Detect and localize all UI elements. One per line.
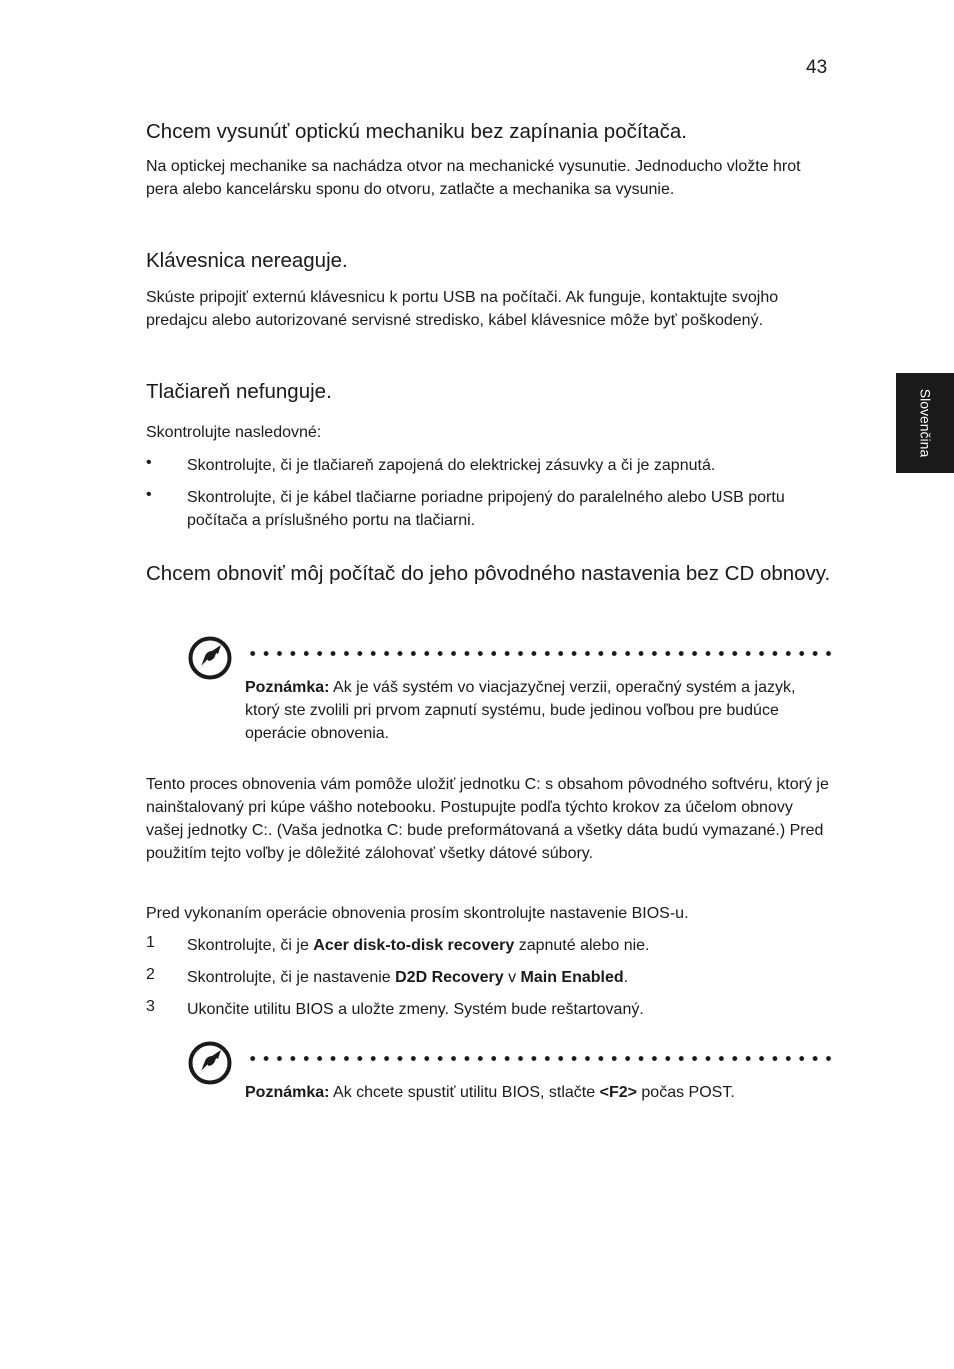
note-label: Poznámka: [245, 1084, 330, 1101]
section-heading-keyboard: Klávesnica nereaguje. [146, 249, 348, 272]
bullet-dot: • [146, 486, 152, 503]
section-body-keyboard: Skúste pripojiť externú klávesnicu k portu USB na počítači. Ak funguje, kontaktujte svojho predajcu alebo autorizované servisné stredisko, kábel klávesnice môže byť poškodený. [146, 289, 779, 329]
section-body-eject: Na optickej mechanike sa nachádza otvor na mechanické vysunutie. Jednoducho vložte hrot pera alebo kancelársku sponu do otvoru, zatlačte a mechanika sa vysunie. [146, 158, 801, 198]
note-recovery [245, 676, 825, 745]
note-label: Poznámka: [245, 679, 330, 696]
list-item: Skontrolujte, či je tlačiareň zapojená do elektrickej zásuvky a či je zapnutá. [187, 457, 716, 474]
page-number: 43 [806, 57, 828, 78]
language-side-tab [896, 373, 954, 473]
side-tab-label: Slovenčina [917, 388, 933, 458]
note-text: Ak je váš systém vo viacjazyčnej verzii, operačný systém a jazyk, ktorý ste zvolili pri prvom zapnutí systému, bude jedinou voľbou pre budúce operácie obnovenia. [245, 679, 796, 742]
step-number: 1 [146, 934, 155, 951]
recovery-paragraph: Tento proces obnovenia vám pomôže uložiť jednotku C: s obsahom pôvodného softvéru, ktorý je nainštalovaný pri kúpe vášho notebooku. Postupujte podľa týchto krokov za účelom obnovy vašej jednotky C:. (Vaša jednotka C: bude preformátovaná a všetky dáta budú vymazané.) Pred použitím tejto voľby je dôležité zálohovať všetky dátové súbory. [146, 776, 829, 862]
note-divider [246, 1056, 832, 1061]
bullet-dot: • [146, 454, 152, 471]
bios-check-paragraph: Pred vykonaním operácie obnovenia prosím skontrolujte nastavenie BIOS-u. [146, 905, 689, 922]
note-pen-icon [188, 1041, 232, 1085]
step-item: Skontrolujte, či je Acer disk-to-disk recovery zapnuté alebo nie. [187, 937, 650, 954]
step-number: 3 [146, 998, 155, 1015]
step-item: Skontrolujte, či je nastavenie D2D Recovery v Main Enabled. [187, 969, 629, 986]
section-heading-recovery: Chcem obnoviť môj počítač do jeho pôvodného nastavenia bez CD obnovy. [146, 562, 831, 585]
section-heading-eject: Chcem vysunúť optickú mechaniku bez zapínania počítača. [146, 120, 687, 143]
list-item: Skontrolujte, či je kábel tlačiarne poriadne pripojený do paralelného alebo USB portu počítača a príslušného portu na tlačiarni. [187, 489, 785, 529]
note-bios: Poznámka: Ak chcete spustiť utilitu BIOS, stlačte <F2> počas POST. [245, 1084, 735, 1101]
section-heading-printer: Tlačiareň nefunguje. [146, 380, 332, 403]
step-item: Ukončite utilitu BIOS a uložte zmeny. Systém bude reštartovaný. [187, 1001, 644, 1018]
key-f2: <F2> [599, 1084, 637, 1101]
note-pen-icon [188, 636, 232, 680]
note-divider [246, 651, 832, 656]
step-number: 2 [146, 966, 155, 983]
section-body-printer: Skontrolujte nasledovné: [146, 424, 322, 441]
